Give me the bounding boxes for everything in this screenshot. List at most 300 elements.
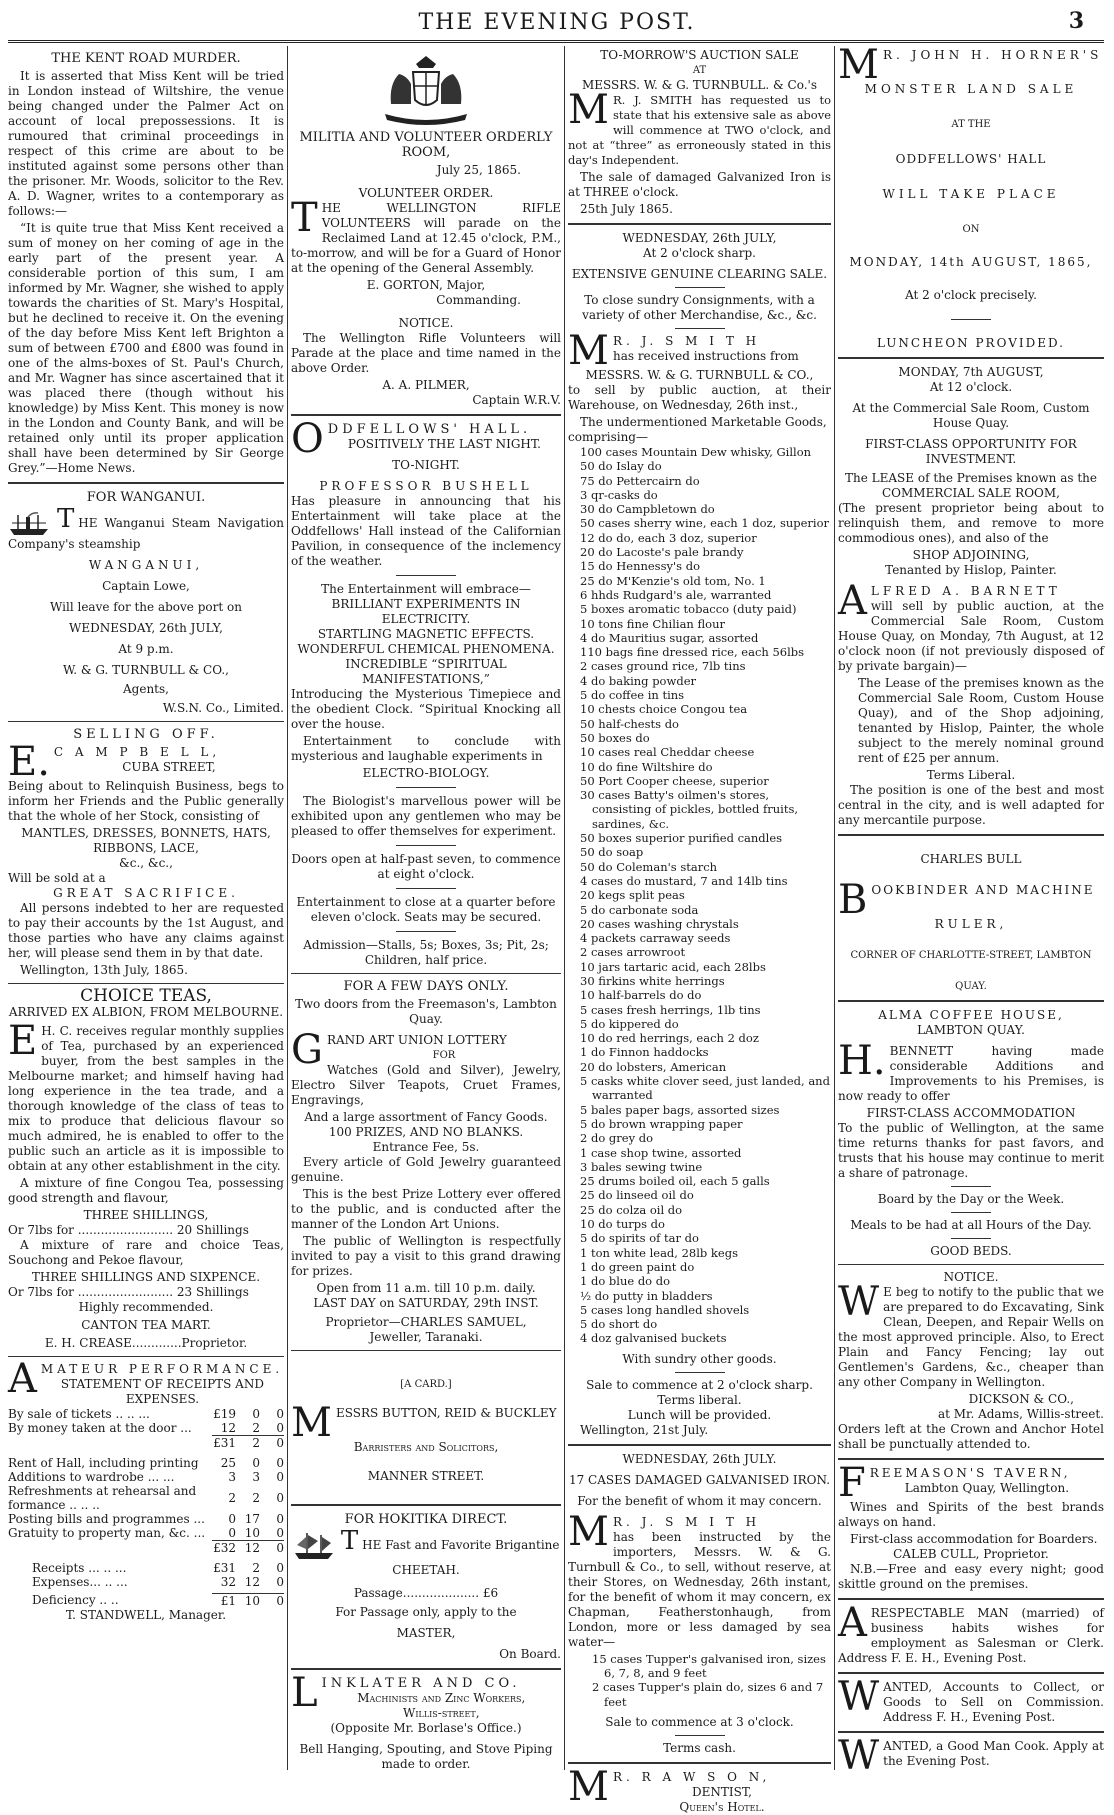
teas-mix2: A mixture of rare and choice Teas, Souchong and Pekoe flavour,: [8, 1237, 284, 1267]
wanganui-captain: Captain Lowe,: [102, 578, 190, 593]
kent-quote: “It is quite true that Miss Kent received a sum of money on her coming of age in the early part of the present year. A considerable portion of this sum, I am informed by Mr. Wagner, she wished to apply towards the charities of St. Mary's Hospital, but he declined to receive it. On the evening of the day before Miss Kent left Brighton a sum of between £700 and £800 was found in one of the alms-boxes of St. Paul's Church, and Mr. Wagner has since ascertained that it was placed there (though without his knowledge) by Miss Kent. This money is now in the London and County Bank, and will be retained only until its proper application shall have been determined by Sir George Grey.”—Home News.: [8, 221, 284, 475]
militia-sign1: E. GORTON, Major,: [366, 278, 486, 292]
list-item: 30 firkins white herrings: [580, 973, 725, 988]
militia-title: MILITIA AND VOLUNTEER ORDERLY ROOM,: [299, 130, 553, 160]
iron-date: WEDNESDAY, 26th JULY.: [622, 1451, 777, 1466]
divider: [8, 721, 284, 722]
royal-crest-icon: [371, 54, 481, 126]
card-firm: ESSRS BUTTON, REID & BUCKLEY: [335, 1406, 557, 1420]
list-item: 25 do M'Kenzie's old tom, No. 1: [580, 573, 766, 588]
list-item: 20 do lobsters, American: [580, 1059, 727, 1074]
clearing-title: EXTENSIVE GENUINE CLEARING SALE.: [571, 267, 828, 281]
clearing-instr: has received instructions from: [612, 349, 799, 363]
alma-body: BENNETT having made considerable Additions and Improvements to his Premises, is now ready to offer: [838, 1044, 1104, 1103]
horner-on: ON: [962, 224, 980, 235]
brigantine-icon: [291, 1531, 337, 1561]
masthead: [0, 0, 1114, 44]
kent-body: It is asserted that Miss Kent will be tried in London instead of Wiltshire, the venue being changed under the Palmer Act on account of local prepossessions. It is rumoured that criminal proceedings in respect of this crime are about to be instituted against some persons other than the prisoner. Mr. Woods, solicitor to the Rev. A. D. Wagner, writes to a contemporary as follows:—: [8, 69, 284, 218]
militia-order: VOLUNTEER ORDER.: [358, 186, 494, 200]
lease-title: FIRST-CLASS OPPORTUNITY FOR INVESTMENT.: [865, 437, 1077, 466]
bull-name: CHARLES BULL: [920, 852, 1022, 866]
divider: [838, 834, 1104, 836]
list-item: 30 cases Batty's oilmen's stores, consisting of pickles, bottled fruits, sardines, &c.: [580, 788, 799, 831]
list-item: 50 Port Cooper cheese, superior: [580, 773, 769, 788]
amateur-receipts: [8, 1407, 284, 1608]
oddfellows-e2: STARTLING MAGNETIC EFFECTS.: [317, 627, 535, 641]
list-item: 50 cases sherry wine, each 1 doz, superior: [580, 516, 830, 531]
table-row: By money taken at the door ... 12 2 0: [8, 1420, 284, 1435]
list-item: 50 do soap: [580, 845, 644, 860]
list-item: 10 do fine Wiltshire do: [580, 759, 713, 774]
table-row: By sale of tickets .. .. ... £19 0 0: [8, 1406, 284, 1421]
list-item: 2 cases arrowroot: [580, 945, 686, 960]
card-street: MANNER STREET.: [367, 1469, 485, 1483]
auction-firm: MESSRS. W. & G. TURNBULL. & Co.'s: [582, 78, 817, 92]
union-where: Two doors from the Freemason's, Lambton Quay.: [295, 997, 557, 1026]
list-item: 1 case shop twine, assorted: [580, 1145, 742, 1160]
bull-trade: OOKBINDER AND MACHINE: [871, 883, 1095, 897]
column-2: [291, 48, 561, 1770]
list-item: 110 bags fine dressed rice, each 56lbs: [580, 645, 805, 660]
table-row: Gratuity to property man, &c. ... 0 10 0: [8, 1525, 284, 1540]
amateur-title: MATEUR PERFORMANCE.: [40, 1361, 284, 1376]
divider: [568, 1444, 831, 1446]
list-item: 25 do colza oil do: [580, 1202, 683, 1217]
horner-will: WILL TAKE PLACE: [882, 187, 1060, 201]
alma-where: LAMBTON QUAY.: [917, 1023, 1025, 1037]
kent-article: [8, 51, 284, 476]
oddfellows-prof: PROFESSOR BUSHELL: [319, 479, 533, 493]
list-item: 3 bales sewing twine: [580, 1159, 703, 1174]
rawson-role: DENTIST,: [692, 1784, 752, 1799]
clearing-lunch: Lunch will be provided.: [627, 1407, 772, 1422]
bull-corner: CORNER OF CHARLOTTE-STREET, LAMBTON: [850, 950, 1092, 961]
lease-proprietor: (The present proprietor being about to relinquish them, and remove to more commodious ones), and also of the: [838, 501, 1104, 545]
teas-body: H. C. receives regular monthly supplies of Tea, purchased by an experienced buyer, from the best samples in the Melbourne market; and himself having had long experience in the tea trade, and a thorough knowledge of the class of teas to mix to produce that delicious flavour so much admired, he is enabled to offer to the public such an article as it is impossible to obtain at any other establishment in the city.: [8, 1023, 284, 1173]
bull-quay: QUAY.: [955, 981, 987, 992]
steamship-icon: [8, 511, 50, 537]
freemason-wines: Wines and Spirits of the best brands always on hand.: [838, 1500, 1104, 1529]
list-item: 75 do Pettercairn do: [580, 473, 700, 488]
teas-or1: Or 7lbs for ......................... 20 Shillings: [8, 1222, 249, 1237]
hokitika-board: On Board.: [499, 1646, 561, 1661]
table-row: £31 2 0: [213, 1435, 284, 1450]
divider: [838, 1000, 1104, 1002]
oddfellows-last: POSITIVELY THE LAST NIGHT.: [347, 437, 541, 451]
list-item: 50 do Coleman's starch: [580, 859, 718, 874]
linklater-street: Willis-street,: [403, 1705, 480, 1720]
list-item: 10 tons fine Chilian flour: [580, 616, 725, 631]
oddfellows-admission: Admission—Stalls, 5s; Boxes, 3s; Pit, 2s; Children, half price.: [303, 938, 549, 967]
horner-ad: M R. JOHN H. HORNER'S MONSTER LAND SALE AT THE ODDFELLOWS' HALL WILL TAKE PLACE ON MONDAY, 14th AUGUST, 1865, At 2 o'clock precisely. LUNCHEON PROVIDED.: [838, 42, 1103, 350]
list-item: 30 do Campbletown do: [580, 502, 715, 517]
teas-or2: Or 7lbs for ......................... 23 Shillings: [8, 1284, 249, 1299]
teas-price2: THREE SHILLINGS AND SIXPENCE.: [31, 1269, 261, 1284]
rawson-name: R. R A W S O N,: [612, 1769, 771, 1784]
amateur-manager: T. STANDWELL, Manager.: [65, 1607, 227, 1622]
list-item: 20 cases washing chrystals: [580, 916, 739, 931]
union-last: LAST DAY on SATURDAY, 29th INST.: [313, 1296, 539, 1310]
linklater-opp: (Opposite Mr. Borlase's Office.): [330, 1720, 522, 1735]
list-item: 5 do coffee in tins: [580, 688, 685, 703]
man-body: RESPECTABLE MAN (married) of business habits wishes for employment as Salesman or Clerk. Address F. E. H., Evening Post.: [838, 1606, 1104, 1665]
table-row: Receipts ... .. ... £31 2 0: [32, 1560, 284, 1575]
selling-title: SELLING OFF.: [73, 726, 219, 742]
dickson-orders: Orders left at the Crown and Anchor Hotel shall be punctually attended to.: [838, 1422, 1104, 1451]
list-item: 50 do Islay do: [580, 459, 662, 474]
divider: [568, 223, 831, 225]
table-row: Posting bills and programmes ... 0 17 0: [8, 1511, 284, 1526]
oddfellows-bio: ELECTRO-BIOLOGY.: [362, 766, 490, 780]
linklater-bell: Bell Hanging, Spouting, and Stove Piping made to order.: [299, 1741, 553, 1771]
wanganui-title: FOR WANGANUI.: [86, 490, 206, 505]
list-item: 1 do Finnon haddocks: [580, 1045, 709, 1060]
clearing-commence: Sale to commence at 2 o'clock sharp.: [586, 1377, 813, 1392]
list-item: 5 casks white clover seed, just landed, and warranted: [580, 1074, 830, 1103]
list-item: 10 half-barrels do do: [580, 988, 702, 1003]
iron-benefit: For the benefit of whom it may concern.: [577, 1493, 822, 1508]
oddfellows-tonight: TO-NIGHT.: [392, 458, 460, 472]
list-item: 15 do Hennessy's do: [580, 559, 700, 574]
list-item: 50 boxes do: [580, 730, 650, 745]
militia-body: HE WELLINGTON RIFLE VOLUNTEERS will parade on the Reclaimed Land at 12.45 o'clock, P.M., to-morrow, and will be for a Guard of Honor at the opening of the General Assembly.: [291, 201, 561, 275]
clearing-smith: R. J. S M I T H: [612, 334, 761, 348]
auction-at: AT: [692, 65, 707, 76]
selling-sacrifice: GREAT SACRIFICE.: [53, 885, 239, 900]
kent-title: THE KENT ROAD MURDER.: [51, 51, 241, 66]
cook-body: ANTED, a Good Man Cook. Apply at the Evening Post.: [883, 1739, 1104, 1768]
lease-barnett: LFRED A. BARNETT: [870, 584, 1061, 598]
accounts-body: ANTED, Accounts to Collect, or Goods to Sell on Commission. Address F. H., Evening Post.: [883, 1680, 1104, 1724]
union-fancy: And a large assortment of Fancy Goods.: [304, 1110, 548, 1124]
teas-mart: CANTON TEA MART.: [81, 1317, 211, 1332]
divider: [838, 1264, 1104, 1265]
bull-ad: CHARLES BULL BOOKBINDER AND MACHINE RULER, CORNER OF CHARLOTTE-STREET, LAMBTON QUAY.: [838, 852, 1104, 994]
union-items: Watches (Gold and Silver), Jewelry, Electro Silver Teapots, Cruet Frames, Engravings,: [291, 1063, 561, 1107]
list-item: 4 cases do mustard, 7 and 14lb tins: [580, 873, 788, 888]
lease-position: The position is one of the best and most central in the city, and is well adapted for any mercantile purpose.: [838, 783, 1104, 827]
union-for: FOR: [432, 1050, 456, 1061]
selling-off-ad: SELLING OFF. E. C A M P B E L L, CUBA STREET, Being about to Relinquish Business, begs to inform her Friends and the Public generally that the whole of her Stock, consisting of MANTLES, DRESSES, BONNETS, HATS, RIBBONS, LACE, &c., &c., Will be sold at a GREAT SACRIFICE. All persons indebted to her are requested to pay their accounts by the 1st August, and those parties who have any claims against her, will please send them in by that date. Wellington, 13th July, 1865.: [8, 726, 284, 977]
freemason-ad: FREEMASON'S TAVERN, Lambton Quay, Wellington. Wines and Spirits of the best brands always on hand. First-class accommodation for Boarders. CALEB CULL, Proprietor. N.B.—Free and easy every night; good skittle ground on the premises.: [838, 1460, 1104, 1591]
list-item: 100 cases Mountain Dew whisky, Gillon: [580, 445, 812, 459]
lease-date: MONDAY, 7th AUGUST,: [898, 365, 1044, 379]
clearing-date: WEDNESDAY, 26th JULY,: [622, 231, 777, 245]
alma-accom: FIRST-CLASS ACCOMMODATION: [866, 1106, 1076, 1120]
teas-ad: CHOICE TEAS, ARRIVED EX ALBION, FROM MELBOURNE. E H. C. receives regular monthly supplies of Tea, purchased by an experienced buyer, from the best samples in the Melbourne market; and himself having had long experience in the tea trade, and a thorough knowledge of the class of teas to mix to produce that delicious flavour so much admired, he is enabled to offer to the public such an article as it is impossible to obtain at any other establishment in the city. A mixture of fine Congou Tea, possessing good strength and flavour, THREE SHILLINGS, Or 7lbs for ......................... 20 Shillings A mixture of rare and choice Teas, Souchong and Pekoe flavour, THREE SHILLINGS AND SIXPENCE. Or 7lbs for ......................... 23 Shillings Highly recommended. CANTON TEA MART. E. H. CREASE.............Proprietor.: [8, 985, 284, 1350]
list-item: 4 doz galvanised buckets: [580, 1331, 727, 1346]
union-invite: The public of Wellington is respectfully invited to pay a visit to this grand drawing for prizes.: [291, 1234, 561, 1278]
oddfellows-intro: Introducing the Mysterious Timepiece and the obedient Clock. “Spiritual Knocking all over the house.: [291, 687, 561, 731]
table-row: Rent of Hall, including printing 25 0 0: [8, 1455, 284, 1470]
clearing-goods: The undermentioned Marketable Goods, comprising—: [568, 415, 827, 444]
list-item: 5 cases long handled shovels: [580, 1302, 750, 1317]
table-row: £32 12 0: [213, 1540, 284, 1555]
clearing-other: With sundry other goods.: [622, 1351, 777, 1366]
lease-detail: The Lease of the premises known as the Commercial Sale Room, Custom House Quay), and of the Shop adjoining, tenanted by Hislop, Painter, the whole subject to the merely nominal ground rent of £25 per annum.: [858, 676, 1104, 765]
list-item: 20 do Lacoste's pale brandy: [580, 545, 744, 560]
oddfellows-embrace: The Entertainment will embrace—: [321, 582, 531, 596]
rawson-ad: M R. R A W S O N, DENTIST, Queen's Hotel.: [568, 1770, 831, 1815]
union-open: Open from 11 a.m. till 10 p.m. daily.: [316, 1281, 536, 1295]
linklater-ad: LINKLATER AND CO. Machinists and Zinc Workers, Willis-street, (Opposite Mr. Borlase's Office.) Bell Hanging, Spouting, and Stove Piping made to order.: [291, 1676, 561, 1772]
divider: [291, 973, 561, 974]
list-item: 10 jars tartaric acid, each 28lbs: [580, 959, 766, 974]
bull-ruler: RULER,: [934, 917, 1008, 931]
table-row: Refreshments at rehearsal and formance .. .. .. 2 2 0: [8, 1483, 284, 1512]
list-item: 5 bales paper bags, assorted sizes: [580, 1102, 780, 1117]
lease-room: COMMERCIAL SALE ROOM,: [881, 486, 1060, 500]
list-item: 4 do baking powder: [580, 673, 696, 688]
selling-dated: Wellington, 13th July, 1865.: [20, 962, 188, 977]
list-item: 2 cases ground rice, 7lb tins: [580, 659, 746, 674]
table-row: Deficiency .. .. £1 10 0: [32, 1593, 284, 1608]
alma-ad: ALMA COFFEE HOUSE, LAMBTON QUAY. H. BENNETT having made considerable Additions and Improvements to his Premises, is now ready to offer FIRST-CLASS ACCOMMODATION To the public of Wellington, at the same time returns thanks for past favors, and trusts that his house may continue to merit a share of patronage. Board by the Day or the Week. Meals to be had at all Hours of the Day. GOOD BEDS.: [838, 1008, 1104, 1258]
teas-title: CHOICE TEAS,: [80, 985, 212, 1006]
column-rule-3: [834, 46, 835, 1770]
divider: [291, 1504, 561, 1506]
wanganui-intro: HE Wanganui Steam Navigation Company's steamship: [8, 516, 284, 551]
list-item: 20 kegs split peas: [580, 888, 685, 903]
divider: [838, 1598, 1104, 1600]
selling-body: Being about to Relinquish Business, begs to inform her Friends and the Public generally that the whole of her Stock, consisting of: [8, 778, 284, 823]
accounts-ad: WANTED, Accounts to Collect, or Goods to Sell on Commission. Address F. H., Evening Post.: [838, 1674, 1104, 1724]
alma-title: ALMA COFFEE HOUSE,: [878, 1008, 1064, 1022]
table-row: Additions to wardrobe ... ... 3 3 0: [8, 1469, 284, 1484]
clearing-firm: MESSRS. W. & G. TURNBULL & CO.,: [585, 368, 814, 382]
horner-lunch: LUNCHEON PROVIDED.: [876, 336, 1065, 350]
militia-notice: NOTICE.: [398, 316, 454, 330]
oddfellows-title: DDFELLOWS' HALL.: [327, 422, 532, 437]
oddfellows-e3: WONDERFUL CHEMICAL PHENOMENA.: [297, 642, 555, 656]
wanganui-ship: WANGANUI,: [88, 557, 204, 572]
clearing-terms: Terms liberal.: [657, 1392, 742, 1407]
horner-time: At 2 o'clock precisely.: [905, 288, 1037, 302]
militia-ad: MILITIA AND VOLUNTEER ORDERLY ROOM, July 25, 1865. VOLUNTEER ORDER. THE WELLINGTON RIFLE VOLUNTEERS will parade on the Reclaimed Land at 12.45 o'clock, P.M., to-morrow, and will be for a Guard of Honor at the opening of the General Assembly. E. GORTON, Major, Commanding. NOTICE. The Wellington Rifle Volunteers will Parade at the place and time named in the above Order. A. A. PILMER, Captain W.R.V.: [291, 54, 561, 408]
card-ad: [A CARD.] MESSRS BUTTON, REID & BUCKLEY Barristers and Solicitors, MANNER STREET.: [291, 1377, 561, 1484]
lease-shop: SHOP ADJOINING,: [912, 548, 1030, 562]
list-item: 50 boxes superior purified candles: [580, 831, 783, 846]
freemason-where: Lambton Quay, Wellington.: [904, 1481, 1070, 1495]
selling-notice: All persons indebted to her are requested to pay their accounts by the 1st August, and those parties who have any claims against her, will please send them in by that date.: [8, 900, 284, 960]
auction-body: R. J. SMITH has requested us to state that his extensive sale as above will commence at TWO o'clock, and not at “three” as erroneously stated in this day's Independent.: [568, 93, 831, 167]
lease-where: At the Commercial Sale Room, Custom House Quay.: [852, 401, 1090, 430]
clearing-dated: Wellington, 21st July.: [580, 1422, 709, 1437]
column-rule-2: [564, 46, 565, 1770]
iron-item: 2 cases Tupper's plain do, sizes 6 and 7 feet: [592, 1680, 824, 1709]
militia-sign3: A. A. PILMER,: [382, 378, 470, 392]
auction-date: 25th July 1865.: [580, 202, 673, 216]
selling-street: CUBA STREET,: [122, 759, 216, 774]
list-item: 5 do carbonate soda: [580, 902, 699, 917]
dickson-at: at Mr. Adams, Willis-street.: [937, 1407, 1104, 1421]
hokitika-master: MASTER,: [396, 1625, 456, 1640]
column-rule-1: [287, 46, 288, 1770]
iron-sale-ad: WEDNESDAY, 26th JULY. 17 CASES DAMAGED GALVANISED IRON. For the benefit of whom it may concern. M R. J. S M I T H has been instructed by the importers, Messrs. W. & G. Turnbull & Co., to sell, without reserve, at their Stores, on Wednesday, 26th instant, for the benefit of whom it may concern, ex Chapman, Featherstonhaugh, from London, more or less damaged by sea water— 15 cases Tupper's galvanised iron, sizes 6, 7, 8, and 9 feet 2 cases Tupper's plain do, sizes 6 and 7 feet Sale to commence at 3 o'clock. Terms cash.: [568, 1451, 831, 1755]
union-jeweller: Jeweller, Taranaki.: [369, 1330, 483, 1344]
iron-item: 15 cases Tupper's galvanised iron, sizes 6, 7, 8, and 9 feet: [592, 1651, 826, 1680]
oddfellows-ad: ODDFELLOWS' HALL. POSITIVELY THE LAST NIGHT. TO-NIGHT. PROFESSOR BUSHELL Has pleasure in announcing that his Entertainment will take place at the Oddfellows' Hall instead of the Californian Pavilion, in consequence of the inclemency of the weather. The Entertainment will embrace— BRILLIANT EXPERIMENTS IN ELECTRICITY. STARTLING MAGNETIC EFFECTS. WONDERFUL CHEMICAL PHENOMENA. INCREDIBLE “SPIRITUAL MANIFESTATIONS,” Introducing the Mysterious Timepiece and the obedient Clock. “Spiritual Knocking all over the house. Entertainment to conclude with mysterious and laughable experiments in ELECTRO-BIOLOGY. The Biologist's marvellous power will be exhibited upon any gentlemen who may be pleased to offer themselves for experiment. Doors open at half-past seven, to commence at eight o'clock. Entertainment to close at a quarter before eleven o'clock. Seats may be secured. Admission—Stalls, 5s; Boxes, 3s; Pit, 2s; Children, half price.: [291, 416, 561, 967]
column-1: [8, 48, 284, 1770]
lease-terms: Terms Liberal.: [926, 768, 1016, 782]
card-role: Barristers and Solicitors,: [353, 1440, 499, 1454]
union-best: This is the best Prize Lottery ever offered to the public, and is conducted after the manner of the London Art Unions.: [291, 1187, 561, 1231]
alma-thanks: To the public of Wellington, at the same time returns thanks for past favors, and trusts that his house may continue to merit a share of patronage.: [838, 1121, 1104, 1180]
hokitika-passage: Passage.................... £6: [353, 1585, 499, 1600]
page-number: 3: [1068, 8, 1084, 34]
iron-terms: Terms cash.: [663, 1740, 736, 1755]
iron-title: 17 CASES DAMAGED GALVANISED IRON.: [568, 1472, 831, 1487]
list-item: 5 do spirits of tar do: [580, 1231, 699, 1246]
freemason-title: REEMASON'S TAVERN,: [869, 1466, 1071, 1480]
respectable-man-ad: ARESPECTABLE MAN (married) of business habits wishes for employment as Salesman or Clerk. Address F. E. H., Evening Post.: [838, 1600, 1104, 1665]
wanganui-ad: FOR WANGANUI. THE Wanganui Steam Navigation Company's steamship WANGANUI, Captain Lowe, Will leave for the above port on WEDNESDAY, 26th JULY, At 9 p.m. W. & G. TURNBULL & CO., Agents, W.S.N. Co., Limited.: [8, 490, 284, 715]
wanganui-agents: W. & G. TURNBULL & CO.,: [63, 662, 229, 677]
list-item: 10 chests choice Congou tea: [580, 702, 748, 717]
divider: [291, 1668, 561, 1670]
dickson-body: E beg to notify to the public that we are prepared to do Excavating, Sink Clean, Deepen, and Repair Wells on the most approved principle. Also, to Erect Plain and Fancy Fencing; lay out Gentlemen's Gardens, &c., cheaper than any other Company in Wellington.: [838, 1285, 1104, 1389]
oddfellows-e4: INCREDIBLE “SPIRITUAL MANIFESTATIONS,”: [345, 657, 507, 686]
list-item: 25 drums boiled oil, each 5 galls: [580, 1174, 770, 1189]
union-fee: Entrance Fee, 5s.: [372, 1140, 480, 1154]
wanganui-leave: Will leave for the above port on: [50, 599, 242, 614]
art-union-ad: FOR A FEW DAYS ONLY. Two doors from the Freemason's, Lambton Quay. GRAND ART UNION LOTTERY FOR Watches (Gold and Silver), Jewelry, Electro Silver Teapots, Cruet Frames, Engravings, And a large assortment of Fancy Goods. 100 PRIZES, AND NO BLANKS. Entrance Fee, 5s. Every article of Gold Jewelry guaranteed genuine. This is the best Prize Lottery ever offered to the public, and is conducted after the manner of the London Art Unions. The public of Wellington is respectfully invited to pay a visit to this grand drawing for prizes. Open from 11 a.m. till 10 p.m. daily. LAST DAY on SATURDAY, 29th INST. Proprietor—CHARLES SAMUEL, Jeweller, Taranaki.: [291, 979, 561, 1344]
hokitika-title: FOR HOKITIKA DIRECT.: [344, 1512, 508, 1527]
divider: [838, 357, 1104, 359]
list-item: 1 do green paint do: [580, 1259, 695, 1274]
union-head: RAND ART UNION LOTTERY: [326, 1033, 507, 1047]
dickson-title: NOTICE.: [943, 1270, 999, 1284]
list-item: 5 cases fresh herrings, 1lb tins: [580, 1002, 761, 1017]
selling-sold: Will be sold at a: [8, 870, 106, 885]
iron-smith: R. J. S M I T H: [612, 1514, 761, 1529]
list-item: 12 do do, each 3 doz, superior: [580, 530, 757, 545]
divider: [8, 983, 284, 984]
dickson-firm: DICKSON & CO.,: [968, 1392, 1074, 1406]
list-item: 10 cases real Cheddar cheese: [580, 745, 755, 760]
wanganui-date: WEDNESDAY, 26th JULY,: [69, 620, 223, 635]
auction-notice: TO-MORROW'S AUCTION SALE AT MESSRS. W. & G. TURNBULL. & Co.'s M R. J. SMITH has requested us to state that his extensive sale as above will commence at TWO o'clock, and not at “three” as erroneously stated in this day's Independent. The sale of damaged Galvanized Iron is at THREE o'clock. 25th July 1865.: [568, 48, 831, 216]
list-item: 25 do linseed oil do: [580, 1188, 694, 1203]
hokitika-ad: FOR HOKITIKA DIRECT. THE Fast and Favorite Brigantine CHEETAH. Passage.................... £6 For Passage only, apply to the MASTER, On Board.: [291, 1512, 561, 1662]
teas-mix1: A mixture of fine Congou Tea, possessing good strength and flavour,: [8, 1175, 284, 1205]
card-label: [A CARD.]: [400, 1379, 452, 1390]
table-row: Expenses... .. ... 32 12 0: [32, 1574, 284, 1589]
clearing-sell: to sell by public auction, at their Warehouse, on Wednesday, 26th inst.,: [568, 383, 831, 412]
horner-hall: ODDFELLOWS' HALL: [895, 152, 1047, 166]
amateur-sub: STATEMENT OF RECEIPTS AND EXPENSES.: [60, 1376, 264, 1406]
oddfellows-e1: BRILLIANT EXPERIMENTS IN ELECTRICITY.: [331, 597, 521, 626]
list-item: 50 half-chests do: [580, 716, 679, 731]
horner-at: AT THE: [951, 119, 991, 130]
list-item: 6 hhds Rudgard's ale, warranted: [580, 587, 772, 602]
horner-sub: MONSTER LAND SALE: [864, 82, 1078, 96]
union-title: FOR A FEW DAYS ONLY.: [343, 979, 509, 994]
teas-proprietor: E. H. CREASE.............Proprietor.: [44, 1335, 248, 1350]
militia-date: July 25, 1865.: [436, 163, 521, 177]
list-item: 2 do grey do: [580, 1131, 654, 1146]
divider: [838, 1458, 1104, 1460]
dickson-ad: NOTICE. W E beg to notify to the public that we are prepared to do Excavating, Sink Clean, Deepen, and Repair Wells on the most approved principle. Also, to Erect Plain and Fancy Fencing; lay out Gentlemen's Gardens, &c., cheaper than any other Company in Wellington. DICKSON & CO., at Mr. Adams, Willis-street. Orders left at the Crown and Anchor Hotel shall be punctually attended to.: [838, 1270, 1104, 1451]
list-item: 10 do red herrings, each 2 doz: [580, 1031, 759, 1046]
list-item: 5 do short do: [580, 1317, 658, 1332]
auction-title: TO-MORROW'S AUCTION SALE: [600, 48, 799, 62]
iron-body: has been instructed by the importers, Messrs. W. & G. Turnbull & Co., to sell, without reserve, at their Stores, on Wednesday, 26th instant, for the benefit of whom it may concern, ex Chapman, Featherstonhaugh, from London, more or less damaged by sea water—: [568, 1529, 831, 1649]
wanganui-agents-role: Agents,: [123, 681, 169, 696]
alma-board: Board by the Day or the Week.: [877, 1192, 1065, 1206]
list-item: 10 do turps do: [580, 1217, 665, 1232]
column-4: [838, 42, 1104, 1779]
teas-recommended: Highly recommended.: [78, 1299, 214, 1314]
teas-price1: THREE SHILLINGS,: [83, 1207, 209, 1222]
lease-ad: MONDAY, 7th AUGUST, At 12 o'clock. At the Commercial Sale Room, Custom House Quay. FIRST-CLASS OPPORTUNITY FOR INVESTMENT. The LEASE of the Premises known as the COMMERCIAL SALE ROOM, (The present proprietor being about to relinquish them, and remove to more commodious ones), and also of the SHOP ADJOINING, Tenanted by Hislop, Painter. ALFRED A. BARNETT will sell by public auction, at the Commercial Sale Room, Custom House Quay, on Monday, 7th August, at 12 o'clock noon (if not previously disposed of by private bargain)— The Lease of the premises known as the Commercial Sale Room, Custom House Quay), and of the Shop adjoining, tenanted by Hislop, Painter, the whole subject to the merely nominal ground rent of £25 per annum. Terms Liberal. The position is one of the best and most central in the city, and is well adapted for any mercantile purpose.: [838, 365, 1104, 827]
wanganui-time: At 9 p.m.: [118, 641, 174, 656]
cook-ad: WANTED, a Good Man Cook. Apply at the Evening Post.: [838, 1733, 1104, 1779]
divider: [8, 482, 284, 484]
hokitika-intro: HE Fast and Favorite Brigantine: [362, 1538, 560, 1552]
list-item: 1 ton white lead, 28lb kegs: [580, 1245, 738, 1260]
oddfellows-body: Has pleasure in announcing that his Entertainment will take place at the Oddfellows' Hall instead of the Californian Pavilion, in consequence of the inclemency of the weather.: [291, 494, 561, 568]
masthead-rule: [8, 40, 1104, 43]
selling-etc: &c., &c.,: [119, 855, 173, 870]
hokitika-ship: CHEETAH.: [392, 1562, 460, 1577]
divider: [291, 1350, 561, 1351]
list-item: 5 do brown wrapping paper: [580, 1116, 743, 1131]
militia-sign2: Commanding.: [436, 293, 521, 307]
freemason-proprietor: CALEB CULL, Proprietor.: [893, 1547, 1049, 1561]
horner-title: R. JOHN H. HORNER'S: [882, 48, 1103, 62]
selling-goods: MANTLES, DRESSES, BONNETS, HATS, RIBBONS, LACE,: [21, 825, 271, 855]
clearing-intro: To close sundry Consignments, with a variety of other Merchandise, &c., &c.: [582, 293, 817, 322]
wanganui-company: W.S.N. Co., Limited.: [162, 700, 284, 715]
union-guarantee: Every article of Gold Jewelry guaranteed genuine.: [291, 1155, 561, 1184]
oddfellows-conclude: Entertainment to conclude with mysterious and laughable experiments in: [291, 734, 561, 763]
oddfellows-close: Entertainment to close at a quarter before eleven o'clock. Seats may be secured.: [296, 895, 556, 924]
militia-notice-body: The Wellington Rifle Volunteers will Parade at the place and time named in the above Order.: [291, 331, 561, 375]
amateur-ad: AMATEUR PERFORMANCE. STATEMENT OF RECEIPTS AND EXPENSES. By sale of tickets .. .. ... £19 0 0 By money taken at the door ... 12 2 0 £31 2 0 Rent of Hall, including printing 25 0 0 Additions to wardrobe ... ... 3 3 0 Refreshments at rehearsal and formance .. .. .. 2 2 0 Posting bills and programmes ... 0 17 0 Gratuity to property man, &c. ... 0 10 0 £32 12 0 Receipts ... .. ... £31 2 0 Expenses... .. ... 32 12 0 Deficiency .. .. £1 10 0 T. STANDWELL, Manager.: [8, 1355, 284, 1622]
auction-iron: The sale of damaged Galvanized Iron is at THREE o'clock.: [568, 170, 831, 199]
list-item: 4 packets carraway seeds: [580, 931, 731, 946]
lease-intro: The LEASE of the Premises known as the: [845, 471, 1097, 485]
goods-list: [580, 445, 831, 1346]
list-item: 1 do blue do do: [580, 1274, 671, 1289]
horner-date: MONDAY, 14th AUGUST, 1865,: [849, 255, 1093, 269]
list-item: 5 do kippered do: [580, 1016, 679, 1031]
selling-name: C A M P B E L L,: [53, 744, 221, 759]
list-item: ½ do putty in bladders: [580, 1288, 713, 1303]
rawson-where: Queen's Hotel.: [679, 1799, 765, 1814]
iron-commence: Sale to commence at 3 o'clock.: [605, 1714, 794, 1729]
freemason-boarders: First-class accommodation for Boarders.: [850, 1532, 1098, 1546]
teas-sub: ARRIVED EX ALBION, FROM MELBOURNE.: [8, 1004, 284, 1019]
alma-meals: Meals to be had at all Hours of the Day.: [850, 1218, 1092, 1232]
freemason-nb: N.B.—Free and easy every night; good skittle ground on the premises.: [838, 1562, 1104, 1591]
lease-tenant: Tenanted by Hislop, Painter.: [885, 563, 1057, 577]
list-item: 5 boxes aromatic tobacco (duty paid): [580, 602, 797, 617]
clearing-time: At 2 o'clock sharp.: [643, 246, 756, 260]
clearing-sale-ad: WEDNESDAY, 26th JULY, At 2 o'clock sharp. EXTENSIVE GENUINE CLEARING SALE. To close sundry Consignments, with a variety of other Merchandise, &c., &c. M R. J. S M I T H has received instructions from MESSRS. W. & G. TURNBULL & CO., to sell by public auction, at their Warehouse, on Wednesday, 26th inst., The undermentioned Marketable Goods, comprising— 100 cases Mountain Dew whisky, Gillon 50 do Islay do 75 do Pettercairn do 3 qr-casks do 30 do Campbletown do 50 cases sherry wine, each 1 doz, superior 12 do do, each 3 doz, superior 20 do Lacoste's pale brandy 15 do Hennessy's do 25 do M'Kenzie's old tom, No. 1 6 hhds Rudgard's ale, warranted 5 boxes aromatic tobacco (duty paid) 10 tons fine Chilian flour 4 do Mauritius sugar, assorted 110 bags fine dressed rice, each 56lbs 2 cases ground rice, 7lb tins 4 do baking powder 5 do coffee in tins 10 chests choice Congou tea 50 half-chests do 50 boxes do 10 cases real Cheddar cheese 10 do fine Wiltshire do 50 Port Cooper cheese, superior 30 cases Batty's oilmen's stores, consisting of pickles, bottled fruits, sardines, &c. 50 boxes superior purified candles 50 do soap 50 do Coleman's starch 4 cases do mustard, 7 and 14lb tins 20 kegs split peas 5 do carbonate soda 20 cases washing chrystals 4 packets carraway seeds 2 cases arrowroot 10 jars tartaric acid, each 28lbs 30 firkins white herrings 10 half-barrels do do 5 cases fresh herrings, 1lb tins 5 do kippered do 10 do red herrings, each 2 doz 1 do Finnon haddocks 20 do lobsters, American 5 casks white clover seed, just landed, and warranted 5 bales paper bags, assorted sizes 5 do brown wrapping paper 2 do grey do 1 case shop twine, assorted 3 bales sewing twine 25 drums boiled oil, each 5 galls 25 do linseed oil do 25 do colza oil do 10 do turps do 5 do spirits of tar do 1 ton white lead, 28lb kegs 1 do green paint do 1 do blue do do ½ do putty in bladders 5 cases long handled shovels 5 do short do 4 doz galvanised buckets With sundry other goods. Sale to commence at 2 o'clock sharp. Terms liberal. Lunch will be provided. Wellington, 21st July.: [568, 231, 831, 1437]
alma-beds: GOOD BEDS.: [930, 1244, 1012, 1258]
linklater-title: INKLATER AND CO.: [321, 1675, 521, 1691]
hokitika-apply: For Passage only, apply to the: [335, 1604, 517, 1619]
union-proprietor: Proprietor—CHARLES SAMUEL,: [325, 1315, 527, 1329]
lease-time: At 12 o'clock.: [929, 380, 1013, 394]
oddfellows-biologist: The Biologist's marvellous power will be exhibited upon any gentlemen who may be pleased to offer themselves for experiment.: [291, 794, 561, 838]
column-3: [568, 48, 831, 1814]
militia-sign4: Captain W.R.V.: [472, 393, 561, 407]
divider: [8, 1356, 284, 1357]
union-prizes: 100 PRIZES, AND NO BLANKS.: [328, 1125, 524, 1139]
